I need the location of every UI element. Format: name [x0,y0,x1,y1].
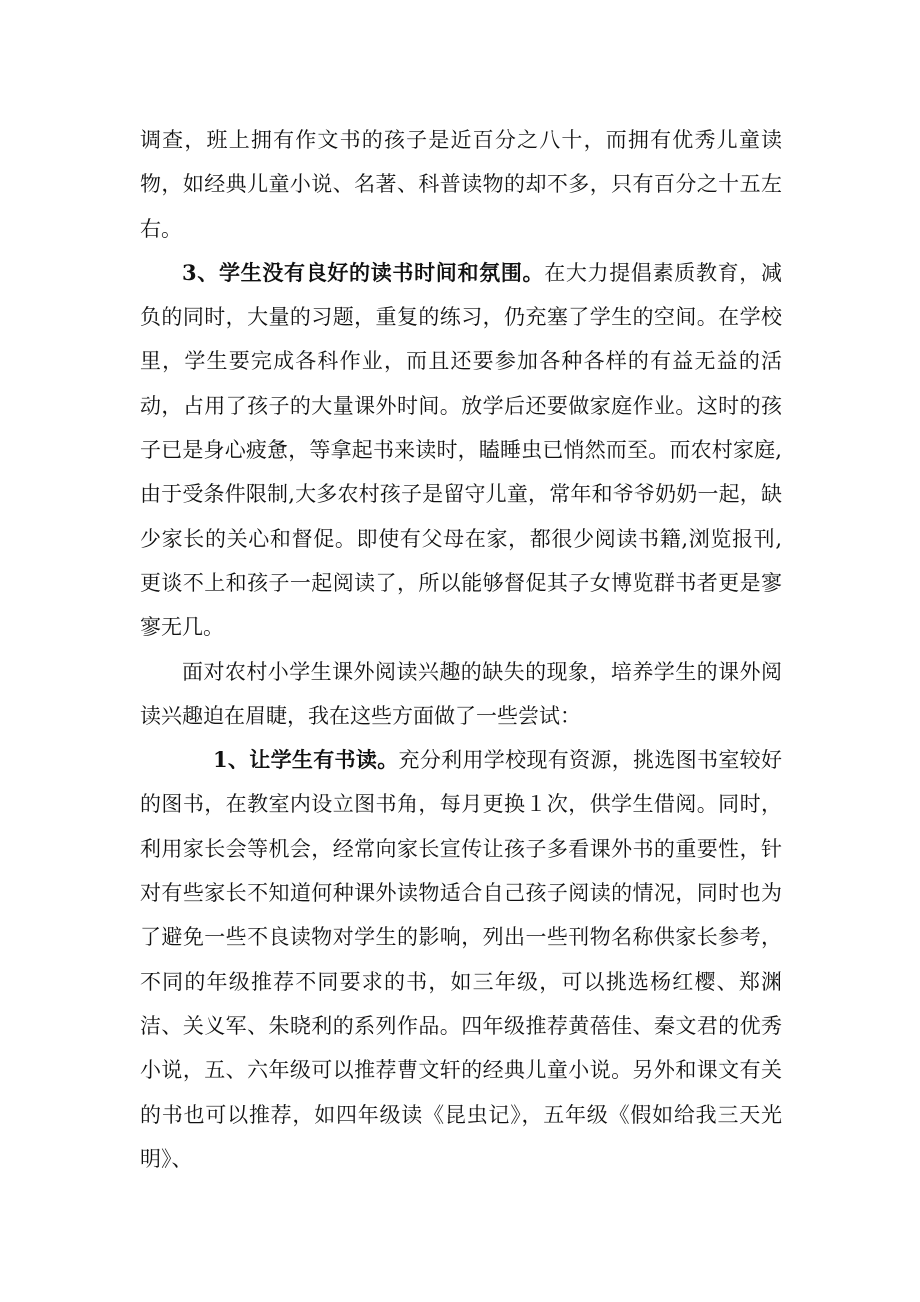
paragraph-heading: 3、学生没有良好的读书时间和氛围。 [182,259,545,285]
paragraph-reading-time [140,251,782,650]
paragraph-books-to-read [140,738,782,1181]
paragraph-text: 面对农村小学生课外阅读兴趣的缺失的现象，培养学生的课外阅读兴趣迫在眉睫，我在这些方面做了一些尝试： [140,659,782,728]
paragraph-text: 在大力提倡素质教育，减负的同时，大量的习题，重复的练习，仍充塞了学生的空间。在学校里，学生要完成各科作业，而且还要参加各种各样的有益无益的活动，占用了孩子的大量课外时间。放学后还要做家庭作业。这时的孩子已是身心疲惫，等拿起书来读时，瞌睡虫已悄然而至。而农村家庭,由于受条件限制,大多农村孩子是留守儿童，常年和爷爷奶奶一起，缺少家长的关心和督促。即使有父母在家，都很少阅读书籍,浏览报刊,更谈不上和孩子一起阅读了，所以能够督促其子女博览群书者更是寥寥无几。 [140,260,782,640]
paragraph-survey-result [140,118,782,251]
paragraph-text: 调查，班上拥有作文书的孩子是近百分之八十，而拥有优秀儿童读物，如经典儿童小说、名著、科普读物的却不多，只有百分之十五左右。 [140,128,782,241]
paragraph-heading: 1、让学生有书读。 [213,747,399,773]
paragraph-facing-problem [140,650,782,739]
document-body [140,118,782,1181]
paragraph-text: 充分利用学校现有资源，挑选图书室较好的图书，在教室内设立图书角，每月更换１次，供学生借阅。同时，利用家长会等机会，经常向家长宣传让孩子多看课外书的重要性，针对有些家长不知道何种课外读物适合自己孩子阅读的情况，同时也为了避免一些不良读物对学生的影响，列出一些刊物名称供家长参考，不同的年级推荐不同要求的书，如三年级，可以挑选杨红樱、郑渊洁、关义军、朱晓利的系列作品。四年级推荐黄蓓佳、秦文君的优秀小说，五、六年级可以推荐曹文轩的经典儿童小说。另外和课文有关的书也可以推荐，如四年级读《昆虫记》，五年级《假如给我三天光明》、 [140,748,782,1171]
